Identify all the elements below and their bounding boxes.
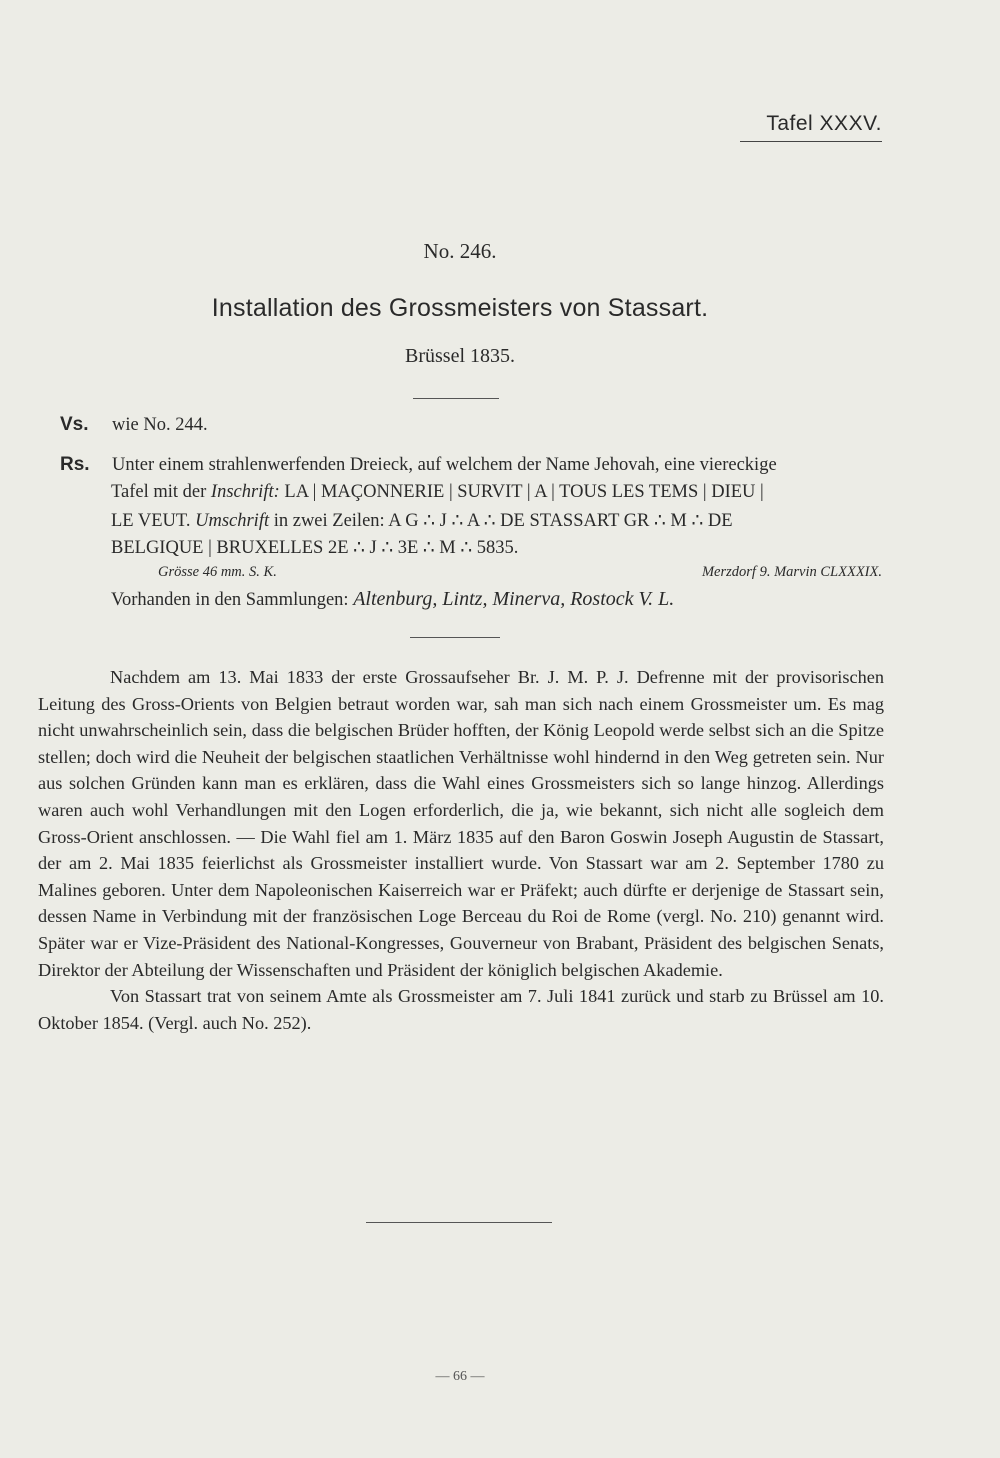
collections-list: Altenburg, Lintz, Minerva, Rostock V. L. (353, 588, 675, 610)
section-divider (410, 637, 500, 638)
reverse-line-2 (111, 482, 764, 503)
reverse-line-3 (111, 510, 733, 532)
reverse-text-3a: LE VEUT. (111, 511, 196, 531)
reverse-text-2c: LA | MAÇONNERIE | SURVIT | A | TOUS LES TEMS | DIEU | (279, 482, 764, 502)
paragraph-1: Nachdem am 13. Mai 1833 der erste Grossaufseher Br. J. M. P. J. Defrenne mit der provisorischen Leitung des Gross-Orients von Belgien betraut worden war, sah man sich nach einem Grossmeister um. Es mag nicht unwahrscheinlich sein, dass die belgischen Brüder hofften, der König Leopold werde selbst sich an die Spitze stellen; doch wird die Neuheit der belgischen staatlichen Verhältnisse wohl hindernd in den Weg getreten sein. Nur aus solchen Gründen kann man es erklären, dass die Wahl eines Grossmeisters sich so lange hinzog. Allerdings waren auch wohl Verhandlungen mit den Logen erforderlich, die ja, wie bekannt, sich nicht alle sogleich dem Gross-Orient anschlossen. — Die Wahl fiel am 1. März 1835 auf den Baron Goswin Joseph Augustin de Stassart, der am 2. Mai 1835 feierlichst als Grossmeister installiert wurde. Von Stassart war am 2. September 1780 zu Malines geboren. Unter dem Napoleonischen Kaiserreich war er Präfekt; auch dürfte er derjenige de Stassart sein, dessen Name in Verbindung mit der französischen Loge Berceau du Roi de Rome (vergl. No. 210) genannt wird. Später war er Vize-Präsident des National-Kongresses, Gouverneur von Brabant, Präsident des belgischen Senats, Direktor der Abteilung der Wissenschaften und Präsident der königlich belgischen Akademie. (38, 667, 884, 980)
reverse-line-1 (60, 454, 777, 476)
place-date: Brüssel 1835. (405, 345, 515, 367)
size-note: Grösse 46 mm. S. K. (158, 564, 277, 580)
collections-line (111, 588, 674, 611)
ornament-divider (413, 398, 499, 399)
paragraph-2: Von Stassart trat von seinem Amte als Grossmeister am 7. Juli 1841 zurück und starb zu Brüssel am 10. Oktober 1854. (Vergl. auch No. 252). (38, 986, 884, 1033)
reverse-label: Rs. (60, 454, 90, 475)
page-title: Installation des Grossmeisters von Stassart. (211, 294, 709, 322)
page-number: — 66 — (435, 1369, 485, 1384)
reverse-text-3b: Umschrift (195, 511, 270, 531)
reverse-text-3c: in zwei Zeilen: A G ∴ J ∴ A ∴ DE STASSART GR ∴ M ∴ DE (269, 511, 733, 531)
plate-underline (740, 141, 882, 142)
reverse-text-1: Unter einem strahlenwerfenden Dreieck, auf welchem der Name Jehovah, eine viereckige (112, 455, 777, 475)
reverse-line-4: BELGIQUE | BRUXELLES 2E ∴ J ∴ 3E ∴ M ∴ 5835. (111, 538, 519, 558)
end-divider (366, 1222, 552, 1223)
reverse-text-2b: Inschrift: (210, 482, 280, 502)
references-note: Merzdorf 9. Marvin CLXXXIX. (701, 564, 882, 580)
reverse-text-2a: Tafel mit der (111, 482, 211, 502)
body-text (38, 664, 884, 1036)
obverse-line (60, 414, 208, 436)
obverse-label: Vs. (60, 414, 89, 435)
obverse-text: wie No. 244. (112, 415, 208, 435)
plate-label: Tafel XXXV. (766, 112, 882, 135)
collections-label: Vorhanden in den Sammlungen: (111, 590, 354, 610)
medal-number: No. 246. (423, 239, 497, 263)
